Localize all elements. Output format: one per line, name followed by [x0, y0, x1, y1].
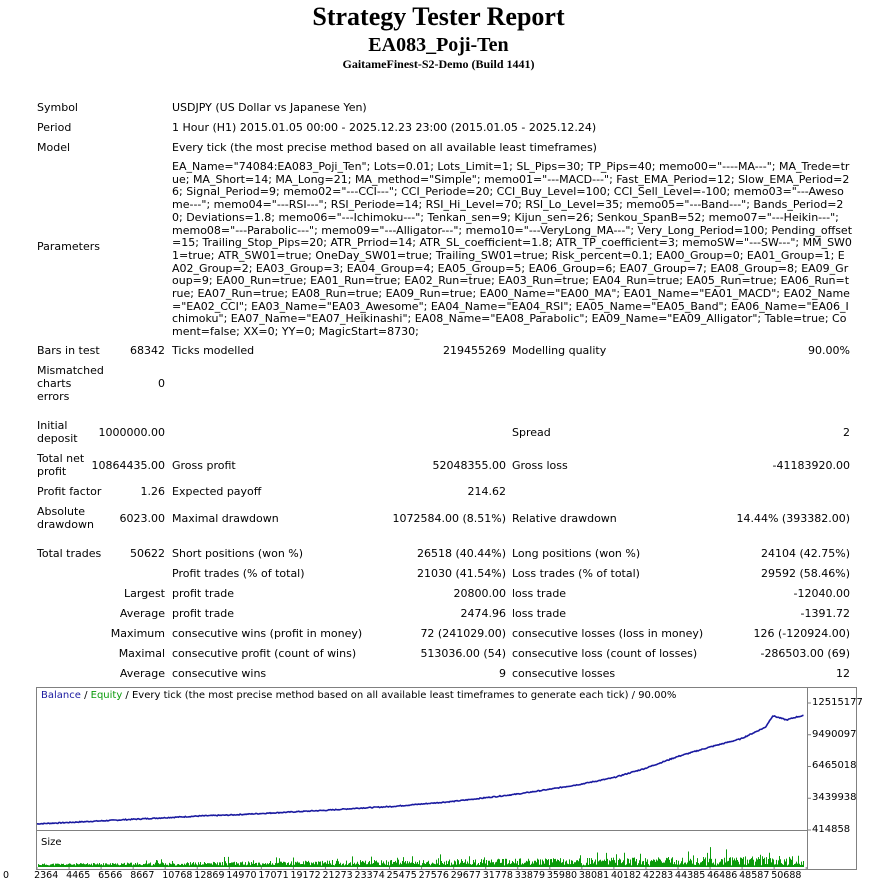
- ticks-value: 219455269: [443, 344, 506, 357]
- balance-chart-svg: [36, 687, 857, 883]
- x-tick-label: 46486: [707, 870, 738, 881]
- symbol-value: USDJPY (US Dollar vs Japanese Yen): [172, 101, 367, 114]
- chart-legend: [41, 690, 676, 701]
- mismatch-label-2: charts: [37, 377, 72, 390]
- avg-consecutive-row: [0, 667, 877, 687]
- period-row: [0, 121, 877, 141]
- maximal-profit-value: 513036.00 (54): [420, 647, 506, 660]
- legend-description: / Every tick (the most precise method based on all available least timeframes to generate each tick) / 90.00%: [122, 690, 677, 701]
- x-tick-label: 17071: [258, 870, 289, 881]
- profit-trades-label: Profit trades (% of total): [172, 567, 305, 580]
- x-tick-label: 4465: [66, 870, 91, 881]
- balance-chart: [3, 687, 863, 883]
- x-tick-label: 21273: [322, 870, 353, 881]
- avg-wins-label: consecutive wins: [172, 667, 267, 680]
- net-label-1: Total net: [37, 452, 85, 465]
- deposit-label-2: deposit: [37, 432, 78, 445]
- spread-value: 2: [843, 426, 850, 439]
- maximal-loss-label: consecutive loss (count of losses): [512, 647, 698, 660]
- mismatch-label-3: errors: [37, 390, 70, 403]
- net-profit-row: [0, 452, 877, 480]
- bars-label: Bars in test: [37, 344, 100, 357]
- chart-frame: [37, 688, 857, 870]
- quality-value: 90.00%: [808, 344, 850, 357]
- x-tick-label: 6566: [98, 870, 123, 881]
- pf-label: Profit factor: [37, 485, 102, 498]
- gross-loss-value: -41183920.00: [772, 459, 850, 472]
- bars-row: [0, 344, 877, 364]
- max-losses-value: 126 (-120924.00): [753, 627, 850, 640]
- spread-label: Spread: [512, 426, 551, 439]
- long-label: Long positions (won %): [512, 547, 641, 560]
- maximal-label: Maximal: [118, 647, 165, 660]
- abs-dd-value: 6023.00: [119, 512, 165, 525]
- abs-dd-label-1: Absolute: [37, 505, 86, 518]
- average-loss-label: loss trade: [512, 607, 567, 620]
- x-tick-label: 2364: [34, 870, 59, 881]
- average-loss-value: -1391.72: [800, 607, 850, 620]
- x-tick-label: 27576: [418, 870, 449, 881]
- mismatch-label-1: Mismatched: [37, 364, 104, 377]
- x-tick-label: 40182: [610, 870, 642, 881]
- y-tick-label: 9490097: [812, 728, 857, 740]
- rel-dd-label: Relative drawdown: [512, 512, 617, 525]
- x-tick-label: 31778: [482, 870, 513, 881]
- max-wins-label: consecutive wins (profit in money): [172, 627, 363, 640]
- maximal-loss-value: -286503.00 (69): [760, 647, 850, 660]
- short-label: Short positions (won %): [172, 547, 304, 560]
- x-tick-label: 25475: [386, 870, 417, 881]
- avg-losses-label: consecutive losses: [512, 667, 616, 680]
- maximum-label: Maximum: [110, 627, 165, 640]
- quality-label: Modelling quality: [512, 344, 607, 357]
- max-losses-label: consecutive losses (loss in money): [512, 627, 704, 640]
- ticks-label: Ticks modelled: [172, 344, 255, 357]
- size-label: Size: [41, 837, 62, 848]
- largest-profit-value: 20800.00: [453, 587, 506, 600]
- average-label: Average: [119, 607, 165, 620]
- profit-factor-row: [0, 485, 877, 505]
- payoff-label: Expected payoff: [172, 485, 262, 498]
- net-value: 10864435.00: [91, 459, 165, 472]
- y-tick-label: 3439938: [812, 792, 857, 804]
- rel-dd-value: 14.44% (393382.00): [736, 512, 850, 525]
- trades-value: 50622: [130, 547, 165, 560]
- avg-label: Average: [119, 667, 165, 680]
- y-tick-label: 12515177: [812, 697, 863, 708]
- profit-trades-row: [0, 567, 877, 587]
- pf-value: 1.26: [140, 485, 165, 498]
- x-tick-label: 35980: [546, 870, 578, 881]
- x-tick-label: 12869: [194, 870, 225, 881]
- report-title: Strategy Tester Report: [312, 2, 565, 31]
- x-tick-label: 50688: [771, 870, 802, 881]
- max-wins-value: 72 (241029.00): [420, 627, 506, 640]
- x-tick-label: 19172: [290, 870, 321, 881]
- parameters-label: Parameters: [37, 240, 100, 253]
- drawdown-row: [0, 505, 877, 533]
- y-tick-label: 6465018: [812, 760, 857, 772]
- server-build: GaitameFinest-S2-Demo (Build 1441): [342, 57, 535, 71]
- average-profit-value: 2474.96: [460, 607, 506, 620]
- maximal-profit-label: consecutive profit (count of wins): [172, 647, 357, 660]
- maximal-row: [0, 647, 877, 667]
- x-tick-label: 33879: [514, 870, 546, 881]
- x-tick-label: 42283: [643, 870, 674, 881]
- loss-trades-value: 29592 (58.46%): [760, 567, 850, 580]
- largest-loss-label: loss trade: [512, 587, 567, 600]
- model-value: Every tick (the most precise method based on all available least timeframes): [172, 141, 597, 154]
- deposit-row: [0, 419, 877, 447]
- x-tick-label: 0: [3, 870, 10, 881]
- mismatch-value: 0: [158, 377, 165, 390]
- legend-equity: Equity: [90, 690, 123, 701]
- largest-profit-label: profit trade: [172, 587, 235, 600]
- legend-balance: Balance: [41, 690, 81, 701]
- net-label-2: profit: [37, 465, 67, 478]
- x-tick-label: 48587: [739, 870, 770, 881]
- max-dd-label: Maximal drawdown: [172, 512, 279, 525]
- symbol-row: [0, 101, 877, 121]
- avg-losses-value: 12: [836, 667, 850, 680]
- average-profit-label: profit trade: [172, 607, 235, 620]
- long-value: 24104 (42.75%): [760, 547, 850, 560]
- avg-wins-value: 9: [499, 667, 506, 680]
- maximum-row: [0, 627, 877, 647]
- gross-loss-label: Gross loss: [512, 459, 568, 472]
- parameters-value: EA_Name="74084:EA083_Poji_Ten"; Lots=0.01; Lots_Limit=1; SL_Pips=30; TP_Pips=40; memo00="----MA---"; MA_Trede=true; MA_Short=14; MA_Long=21; MA_method="Simple"; memo01="---MACD---"; Fast_EMA_Period=12; Slow_EMA_Period=26; Signal_Period=9; memo02="---CCI---"; CCI_Periode=20; CCI_Buy_Level=100; CCI_Sell_Level=-100; memo03="---Awesome---"; memo04="---RSI---"; RSI_Periode=14; RSI_Hi_Level=70; RSI_Lo_Level=35; memo05="---Band---"; Bands_Period=20; Deviations=1.8; memo06="---Ichimoku---"; Tenkan_sen=9; Kijun_sen=26; Senkou_SpanB=52; memo07="---Heikin---"; memo08="---Parabolic---"; memo09="---Alligator---"; memo10="---VeryLong_MA---"; Very_Long_Period=100; Pending_offset=15; Trailing_Stop_Pips=20; ATR_Prriod=14; ATR_SL_coefficient=1.8; ATR_TP_coefficient=3; memoSW="---SW---"; MM_SW01=true; ATR_SW01=true; OneDay_SW01=true; Trailing_SW01=true; Risk_percent=0.1; EA00_Group=0; EA01_Group=1; EA02_Group=2; EA03_Group=3; EA04_Group=4; EA05_Group=5; EA06_Group=6; EA07_Group=7; EA08_Group=8; EA09_Group=9; EA00_Run=true; EA01_Run=true; EA02_Run=true; EA03_Run=true; EA04_Run=true; EA05_Run=true; EA06_Run=true; EA07_Run=true; EA08_Run=true; EA09_Run=true; EA00_Name="EA00_MA"; EA01_Name="EA01_MACD"; EA02_Name="EA02_CCI"; EA03_Name="EA03_Awesome"; EA04_Name="EA04_RSI"; EA05_Name="EA05_Band"; EA06_Name="EA06_Ichimoku"; EA07_Name="EA07_Heikinashi"; EA08_Name="EA08_Parabolic"; EA09_Name="EA09_Alligator"; Table=true; Coment=false; XX=0; YY=0; MagicStart=8730;: [172, 160, 853, 339]
- payoff-value: 214.62: [467, 485, 506, 498]
- x-tick-label: 10768: [162, 870, 193, 881]
- gross-profit-label: Gross profit: [172, 459, 236, 472]
- x-tick-label: 29677: [450, 870, 481, 881]
- deposit-value: 1000000.00: [98, 426, 165, 439]
- total-trades-row: [0, 547, 877, 567]
- gross-profit-value: 52048355.00: [432, 459, 506, 472]
- average-row: [0, 607, 877, 627]
- short-value: 26518 (40.44%): [416, 547, 506, 560]
- deposit-label-1: Initial: [37, 419, 68, 432]
- model-row: [0, 141, 877, 161]
- profit-trades-value: 21030 (41.54%): [416, 567, 506, 580]
- mismatch-row: [0, 364, 877, 404]
- ea-name: EA083_Poji-Ten: [368, 34, 509, 56]
- legend-separator: /: [80, 690, 91, 701]
- largest-row: [0, 587, 877, 607]
- symbol-label: Symbol: [37, 101, 78, 114]
- y-tick-label: 414858: [812, 824, 851, 835]
- trades-label: Total trades: [37, 547, 102, 560]
- largest-label: Largest: [124, 587, 165, 600]
- x-tick-label: 44385: [675, 870, 706, 881]
- loss-trades-label: Loss trades (% of total): [512, 567, 640, 580]
- period-label: Period: [37, 121, 72, 134]
- x-tick-label: 23374: [354, 870, 385, 881]
- max-dd-value: 1072584.00 (8.51%): [392, 512, 506, 525]
- abs-dd-label-2: drawdown: [37, 518, 94, 531]
- x-tick-label: 8667: [130, 870, 155, 881]
- model-label: Model: [37, 141, 71, 154]
- x-tick-label: 38081: [578, 870, 610, 881]
- x-tick-label: 14970: [226, 870, 257, 881]
- largest-loss-value: -12040.00: [793, 587, 850, 600]
- bars-value: 68342: [130, 344, 165, 357]
- period-value: 1 Hour (H1) 2015.01.05 00:00 - 2025.12.23 23:00 (2015.01.05 - 2025.12.24): [172, 121, 597, 134]
